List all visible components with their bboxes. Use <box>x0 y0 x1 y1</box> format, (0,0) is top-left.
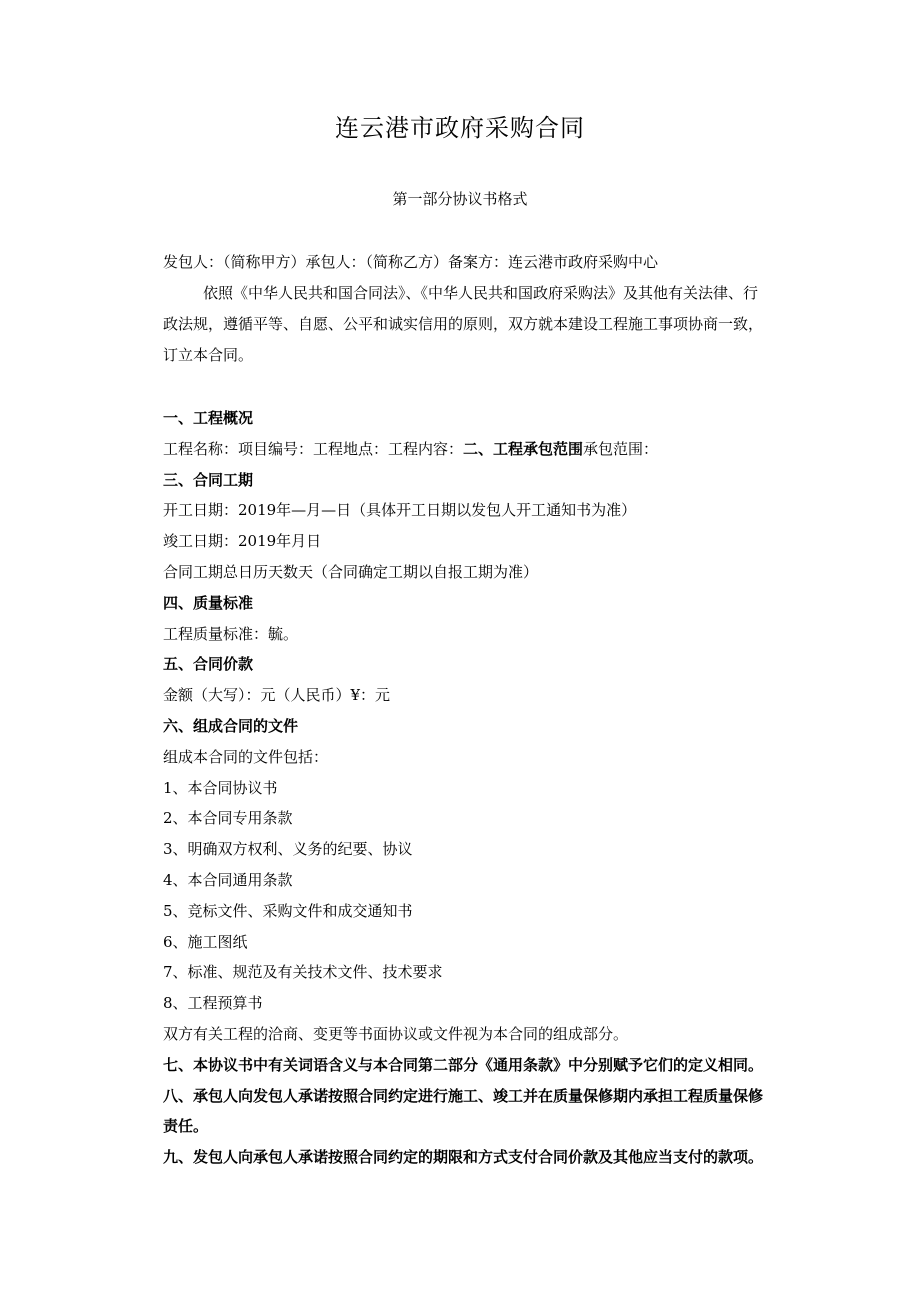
section-6-note: 双方有关工程的洽商、变更等书面协议或文件视为本合同的组成部分。 <box>163 1025 629 1043</box>
list-item: 5、竞标文件、采购文件和成交通知书 <box>163 902 413 920</box>
section-6-heading: 六、组成合同的文件 <box>163 717 299 735</box>
intro-line-3: 订立本合同。 <box>163 346 254 364</box>
intro-line-2: 政法规，遵循平等、自愿、公平和诚实信用的原则，双方就本建设工程施工事项协商一致， <box>163 315 764 333</box>
section-3-heading: 三、合同工期 <box>163 471 254 489</box>
list-item: 3、明确双方权利、义务的纪要、协议 <box>163 840 413 858</box>
section-1-2-line <box>163 437 803 461</box>
section-6-intro: 组成本合同的文件包括： <box>163 748 329 766</box>
contract-amount: 金额（大写）：元（人民币）¥：元 <box>163 686 391 704</box>
section-5-heading: 五、合同价款 <box>163 655 254 673</box>
section-8-line-2: 责任。 <box>163 1117 209 1135</box>
section-4-heading: 四、质量标准 <box>163 594 254 612</box>
section-9: 九、发包人向承包人承诺按照合同约定的期限和方式支付合同价款及其他应当支付的款项。 <box>163 1148 764 1166</box>
start-date: 开工日期：2019年—月—日（具体开工日期以发包人开工通知书为准） <box>163 501 637 519</box>
section-2-text: 承包范围： <box>583 440 659 458</box>
document-title: 连云港市政府采购合同 <box>335 114 585 142</box>
section-1-heading: 一、工程概况 <box>163 409 254 427</box>
section-7: 七、本协议书中有关词语含义与本合同第二部分《通用条款》中分别赋予它们的定义相同。 <box>163 1056 764 1074</box>
parties-line: 发包人：（简称甲方）承包人：（简称乙方）备案方：连云港市政府采购中心 <box>163 253 659 271</box>
end-date: 竣工日期：2019年月日 <box>163 532 322 550</box>
list-item: 2、本合同专用条款 <box>163 809 293 827</box>
intro-line-1: 依照《中华人民共和国合同法》、《中华人民共和国政府采购法》及其他有关法律、行 <box>203 284 759 302</box>
total-days: 合同工期总日历天数天（合同确定工期以自报工期为准） <box>163 563 539 581</box>
quality-standard: 工程质量标准：毓。 <box>163 625 299 643</box>
list-item: 6、施工图纸 <box>163 933 248 951</box>
section-2-heading: 二、工程承包范围 <box>463 440 584 458</box>
section-8-line-1: 八、承包人向发包人承诺按照合同约定进行施工、竣工并在质量保修期内承担工程质量保修 <box>163 1087 764 1105</box>
section-1-fields: 工程名称：项目编号：工程地点：工程内容： <box>163 440 464 458</box>
list-item: 7、标准、规范及有关技术文件、技术要求 <box>163 963 443 981</box>
document-subtitle: 第一部分协议书格式 <box>392 190 528 208</box>
list-item: 1、本合同协议书 <box>163 779 278 797</box>
list-item: 8、工程预算书 <box>163 994 263 1012</box>
list-item: 4、本合同通用条款 <box>163 871 293 889</box>
